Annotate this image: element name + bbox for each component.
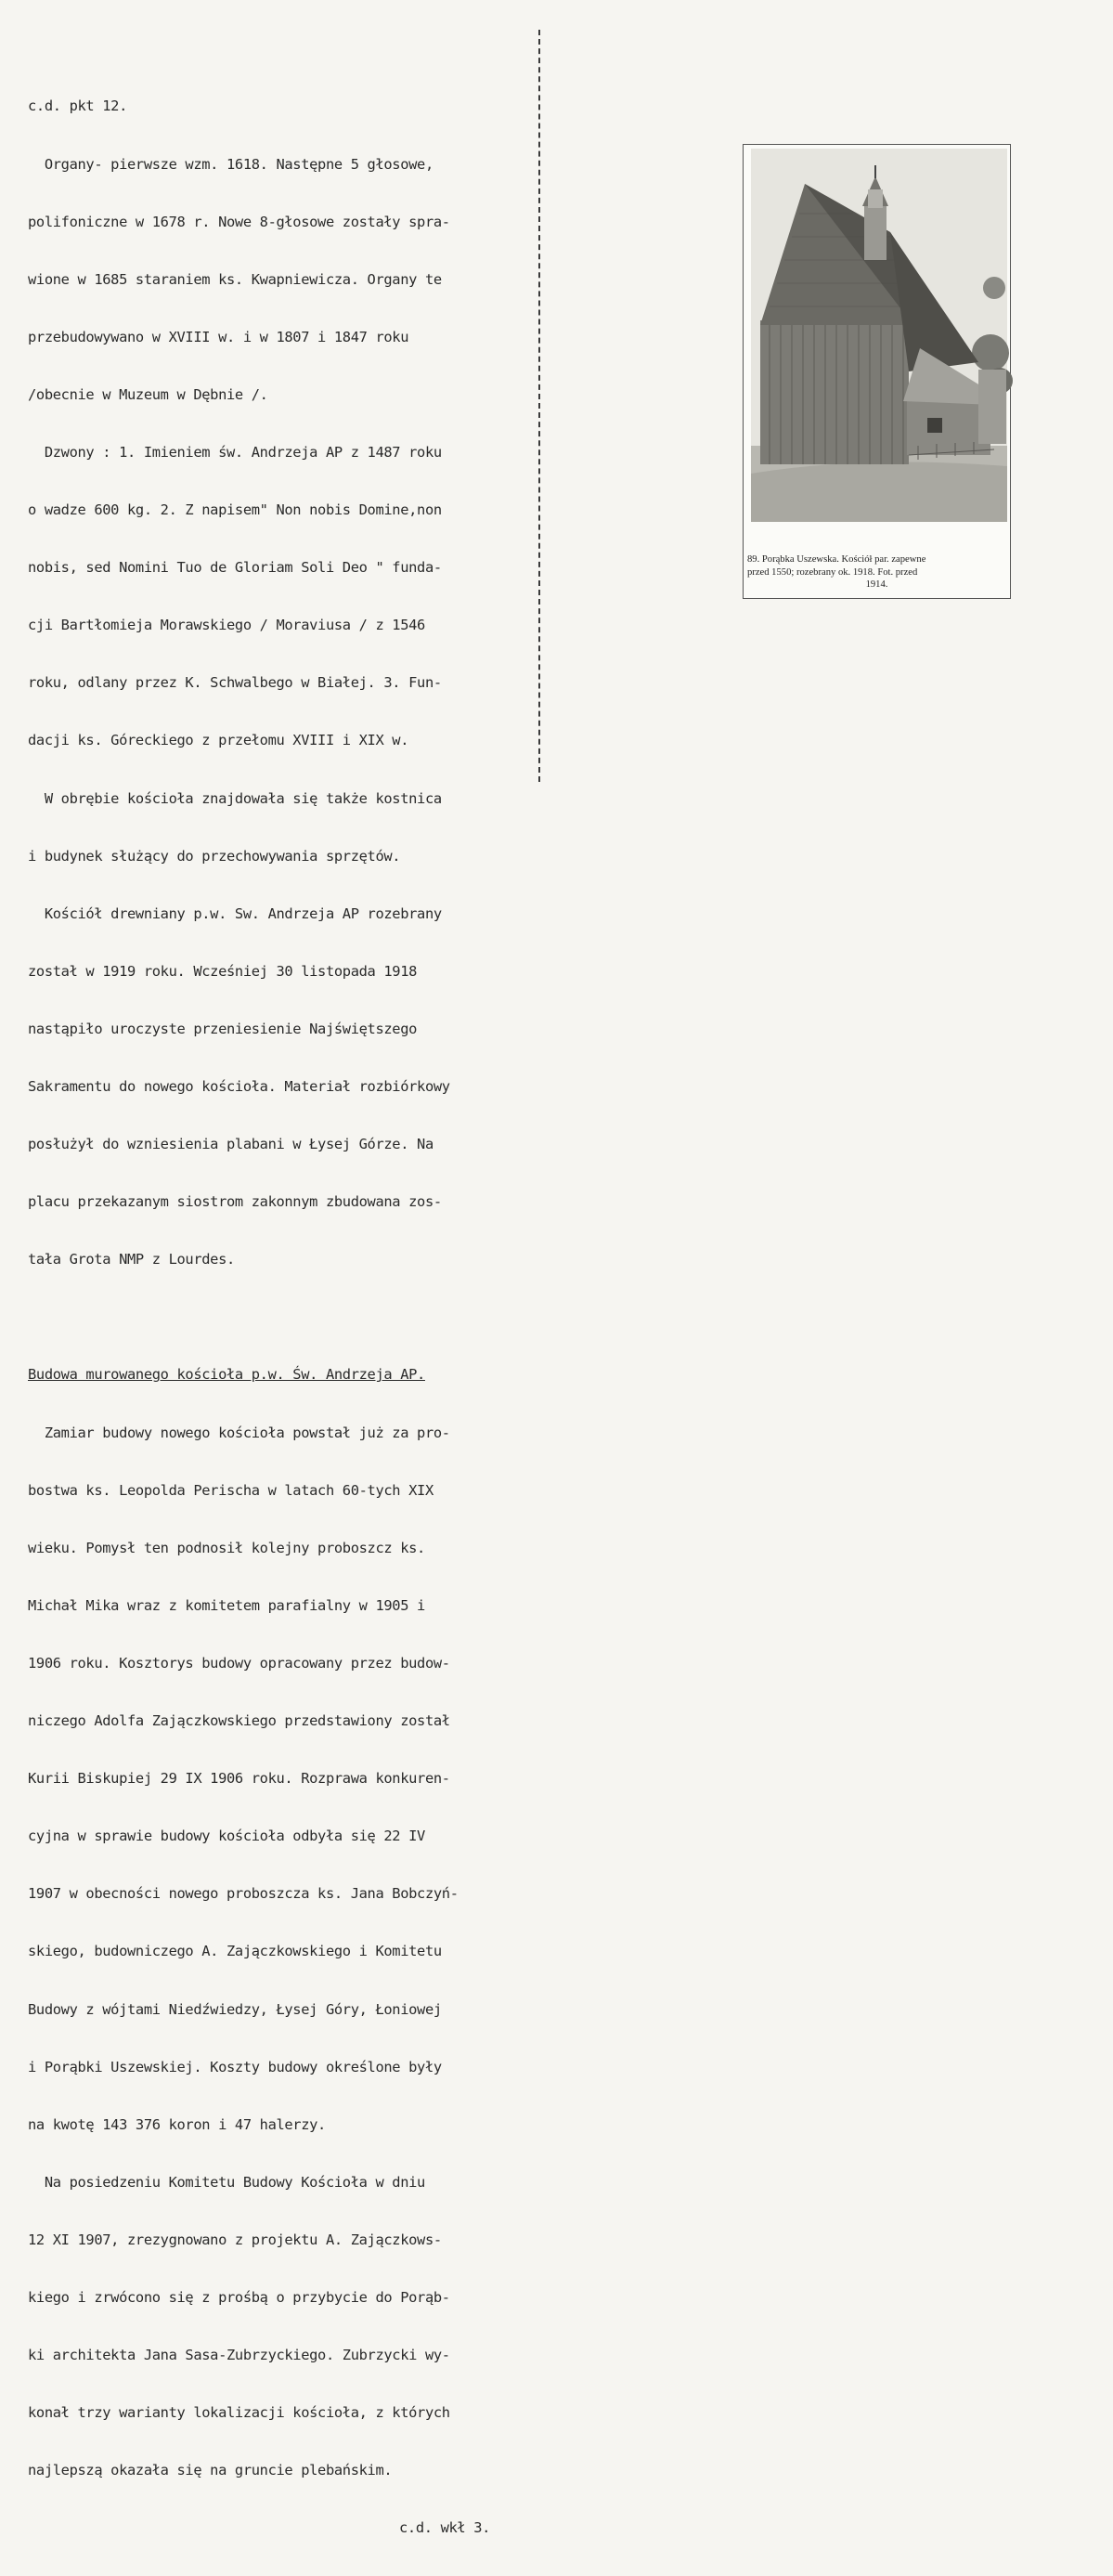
text-line: Dzwony : 1. Imieniem św. Andrzeja AP z 1487 roku (28, 443, 442, 461)
text-line: niczego Adolfa Zajączkowskiego przedstawiony został (28, 1712, 450, 1730)
text-line: W obrębie kościoła znajdowała się także kostnica (28, 789, 442, 807)
text-line: polifoniczne w 1678 r. Nowe 8-głosowe zostały spra- (28, 213, 450, 230)
blank-line (28, 1308, 534, 1327)
photo-card (743, 144, 1011, 599)
text-line: nastąpiło uroczyste przeniesienie Najświętszego (28, 1020, 418, 1037)
page-fold-divider (538, 30, 540, 782)
text-line: Michał Mika wraz z komitetem parafialny w 1905 i (28, 1596, 425, 1614)
text-line: wione w 1685 staraniem ks. Kwapniewicza. Organy te (28, 270, 442, 288)
caption-line: 89. Porąbka Uszewska. Kościół par. zapewne (747, 554, 926, 565)
continuation-header: c.d. pkt 12. (28, 98, 127, 115)
text-line: bostwa ks. Leopolda Perischa w latach 60-tych XIX (28, 1481, 434, 1499)
text-line: 1906 roku. Kosztorys budowy opracowany przez budow- (28, 1654, 450, 1672)
text-line: kiego i zrwócono się z prośbą o przybycie do Porąb- (28, 2288, 450, 2306)
typewritten-text (28, 59, 534, 2576)
section-heading: Budowa murowanego kościoła p.w. Św. Andrzeja AP. (28, 1366, 425, 1384)
text-line: wieku. Pomysł ten podnosił kolejny proboszcz ks. (28, 1539, 425, 1556)
text-line: i Porąbki Uszewskiej. Koszty budowy określone były (28, 2058, 442, 2075)
text-line: /obecnie w Muzeum w Dębnie /. (28, 385, 268, 403)
text-line: o wadze 600 kg. 2. Z napisem" Non nobis Domine,non (28, 501, 442, 519)
text-line: dacji ks. Góreckiego z przełomu XVIII i XIX w. (28, 732, 409, 749)
caption-line: 1914. (865, 579, 888, 590)
text-line: skiego, budowniczego A. Zajączkowskiego i Komitetu (28, 1943, 442, 1960)
text-line: cji Bartłomieja Morawskiego / Moraviusa / z 1546 (28, 617, 425, 634)
text-line: Sakramentu do nowego kościoła. Materiał rozbiórkowy (28, 1078, 450, 1095)
text-line: Budowy z wójtami Niedźwiedzy, Łysej Góry, Łoniowej (28, 2000, 442, 2018)
text-line: tała Grota NMP z Lourdes. (28, 1251, 235, 1268)
wooden-church-photo-icon (751, 149, 1007, 522)
text-line: nobis, sed Nomini Tuo de Gloriam Soli Deo " funda- (28, 559, 442, 577)
text-line: cyjna w sprawie budowy kościoła odbyła się 22 IV (28, 1828, 425, 1845)
continuation-footer: c.d. wkł 3. (399, 2519, 491, 2537)
text-line: roku, odlany przez K. Schwalbego w Białej. 3. Fun- (28, 674, 442, 692)
text-line: 1907 w obecności nowego proboszcza ks. Jana Bobczyń- (28, 1885, 459, 1903)
text-line: najlepszą okazała się na gruncie plebańskim. (28, 2462, 393, 2479)
text-line: i budynek służący do przechowywania sprzętów. (28, 847, 401, 865)
left-page (0, 0, 543, 2537)
caption-line: przed 1550; rozebrany ok. 1918. Fot. przed (747, 566, 918, 578)
photo-caption (747, 553, 1006, 592)
text-line: ki architekta Jana Sasa-Zubrzyckiego. Zubrzycki wy- (28, 2347, 450, 2364)
text-line: placu przekazanym siostrom zakonnym zbudowana zos- (28, 1193, 442, 1211)
text-line: przebudowywano w XVIII w. i w 1807 i 1847 roku (28, 328, 409, 345)
text-line: 12 XI 1907, zrezygnowano z projektu A. Zajączkows- (28, 2231, 442, 2248)
text-line: Kurii Biskupiej 29 IX 1906 roku. Rozprawa konkuren- (28, 1770, 450, 1788)
text-line: posłużył do wzniesienia plabani w Łysej Górze. Na (28, 1136, 434, 1153)
text-line: konał trzy warianty lokalizacji kościoła, z których (28, 2404, 450, 2422)
text-line: Zamiar budowy nowego kościoła powstał już za pro- (28, 1424, 450, 1441)
text-line: na kwotę 143 376 koron i 47 halerzy. (28, 2115, 326, 2133)
text-line: Kościół drewniany p.w. Sw. Andrzeja AP rozebrany (28, 904, 442, 922)
text-line: Organy- pierwsze wzm. 1618. Następne 5 głosowe, (28, 155, 434, 173)
text-line: został w 1919 roku. Wcześniej 30 listopada 1918 (28, 962, 418, 980)
text-line: Na posiedzeniu Komitetu Budowy Kościoła w dniu (28, 2173, 425, 2191)
